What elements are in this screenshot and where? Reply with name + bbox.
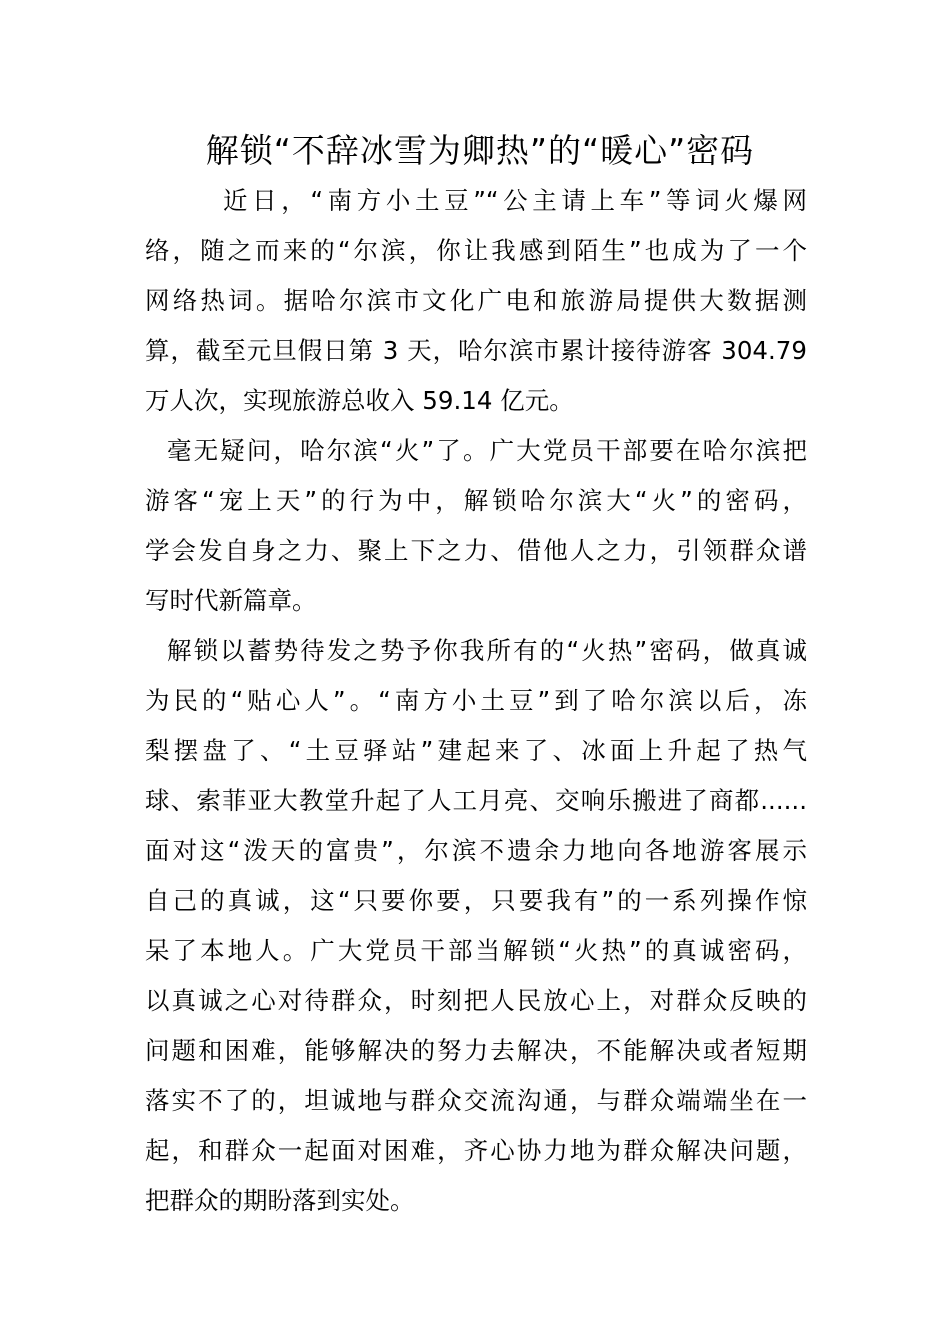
document-title: 解锁“不辞冰雪为卿热”的“暖心”密码: [205, 131, 755, 170]
paragraph-3-line-9: 问题和困难，能够解决的努力去解决，不能解决或者短期: [145, 1036, 807, 1065]
paragraph-3-line-8: 以真诚之心对待群众，时刻把人民放心上，对群众反映的: [145, 986, 807, 1015]
paragraph-1-line-3: 网络热词。据哈尔滨市文化广电和旅游局提供大数据测: [145, 286, 807, 315]
paragraph-3-line-6: 自己的真诚，这“只要你要，只要我有”的一系列操作惊: [145, 886, 807, 915]
paragraph-1-line-1: 近日，“南方小土豆”“公主请上车”等词火爆网: [223, 186, 807, 215]
paragraph-1-line-2: 络，随之而来的“尔滨，你让我感到陌生”也成为了一个: [145, 236, 807, 265]
paragraph-2-line-4: 写时代新篇章。: [145, 586, 317, 615]
paragraph-3-line-10: 落实不了的，坦诚地与群众交流沟通，与群众端端坐在一: [145, 1086, 807, 1115]
paragraph-3-line-3: 梨摆盘了、“土豆驿站”建起来了、冰面上升起了热气: [145, 736, 807, 765]
document-body: [145, 176, 807, 1226]
paragraph-2-line-2: 游客“宠上天”的行为中，解锁哈尔滨大“火”的密码，: [145, 486, 807, 515]
paragraph-1-line-4: 算，截至元旦假日第 3 天，哈尔滨市累计接待游客 304.79: [145, 336, 807, 365]
paragraph-3-line-1: 解锁以蓄势待发之势予你我所有的“火热”密码，做真诚: [167, 636, 807, 665]
paragraph-2-line-1: 毫无疑问，哈尔滨“火”了。广大党员干部要在哈尔滨把: [167, 436, 807, 465]
paragraph-3-line-2: 为民的“贴心人”。“南方小土豆”到了哈尔滨以后，冻: [145, 686, 807, 715]
paragraph-1-line-5: 万人次，实现旅游总收入 59.14 亿元。: [145, 386, 574, 415]
paragraph-3-line-11: 起，和群众一起面对困难，齐心协力地为群众解决问题，: [145, 1136, 807, 1165]
paragraph-2-line-3: 学会发自身之力、聚上下之力、借他人之力，引领群众谱: [145, 536, 807, 565]
paragraph-3-line-12: 把群众的期盼落到实处。: [145, 1186, 415, 1215]
paragraph-3-line-5: 面对这“泼天的富贵”，尔滨不遗余力地向各地游客展示: [145, 836, 807, 865]
paragraph-3-line-4: 球、索菲亚大教堂升起了人工月亮、交响乐搬进了商都......: [145, 786, 807, 815]
paragraph-3-line-7: 呆了本地人。广大党员干部当解锁“火热”的真诚密码，: [145, 936, 807, 965]
